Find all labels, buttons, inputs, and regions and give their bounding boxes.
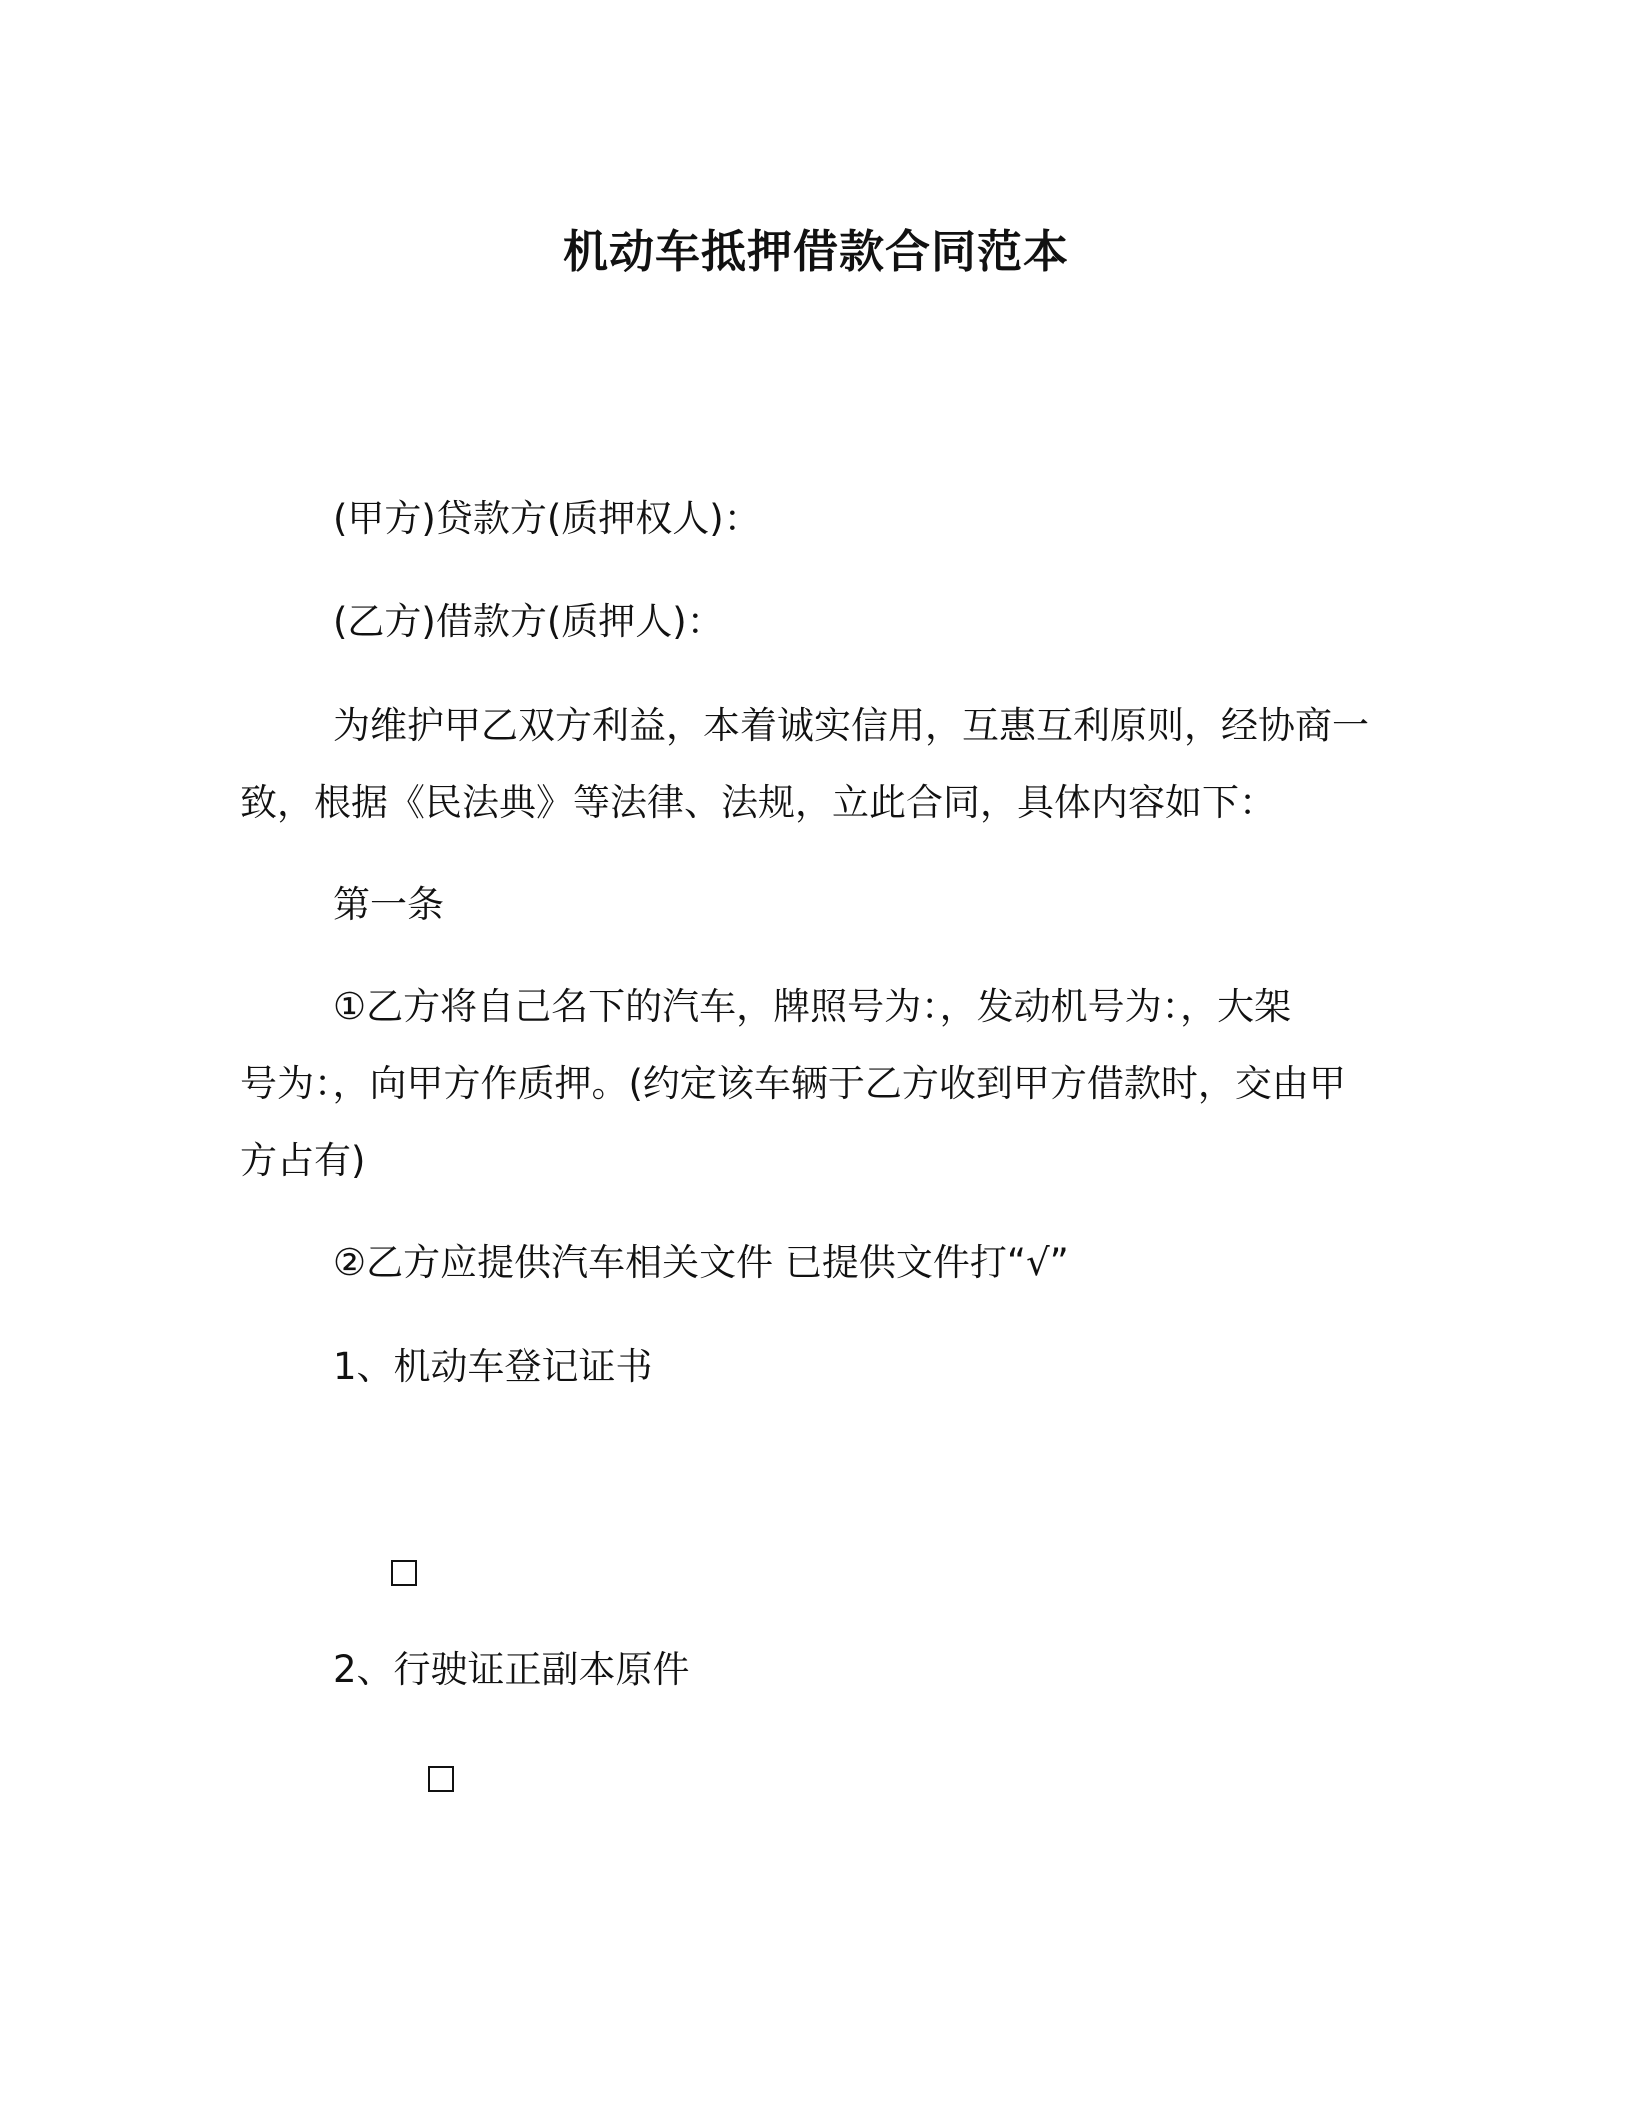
clause-1-line-2: 号为：，向甲方作质押。(约定该车辆于乙方收到甲方借款时，交由甲: [240, 1062, 1346, 1105]
clause-1-line-3: 方占有): [240, 1139, 366, 1182]
party-a-line: (甲方)贷款方(质押权人)：: [333, 497, 761, 540]
preamble-line-1: 为维护甲乙双方利益，本着诚实信用，互惠互利原则，经协商一: [333, 704, 1369, 747]
clause-1-line-1: ①乙方将自己名下的汽车，牌照号为：，发动机号为：，大架: [333, 985, 1292, 1028]
clause-2-line-1: ②乙方应提供汽车相关文件 已提供文件打“√”: [333, 1241, 1069, 1284]
article-1-heading: 第一条: [333, 883, 444, 926]
item-1-checkbox[interactable]: [391, 1560, 417, 1586]
party-b-line: (乙方)借款方(质押人)：: [333, 600, 724, 643]
document-title: 机动车抵押借款合同范本: [562, 225, 1069, 278]
item-2-label: 2、行驶证正副本原件: [333, 1648, 690, 1691]
item-1-label: 1、机动车登记证书: [333, 1345, 653, 1388]
item-2-checkbox[interactable]: [428, 1766, 454, 1792]
preamble-line-2: 致，根据《民法典》等法律、法规，立此合同，具体内容如下：: [240, 781, 1276, 824]
